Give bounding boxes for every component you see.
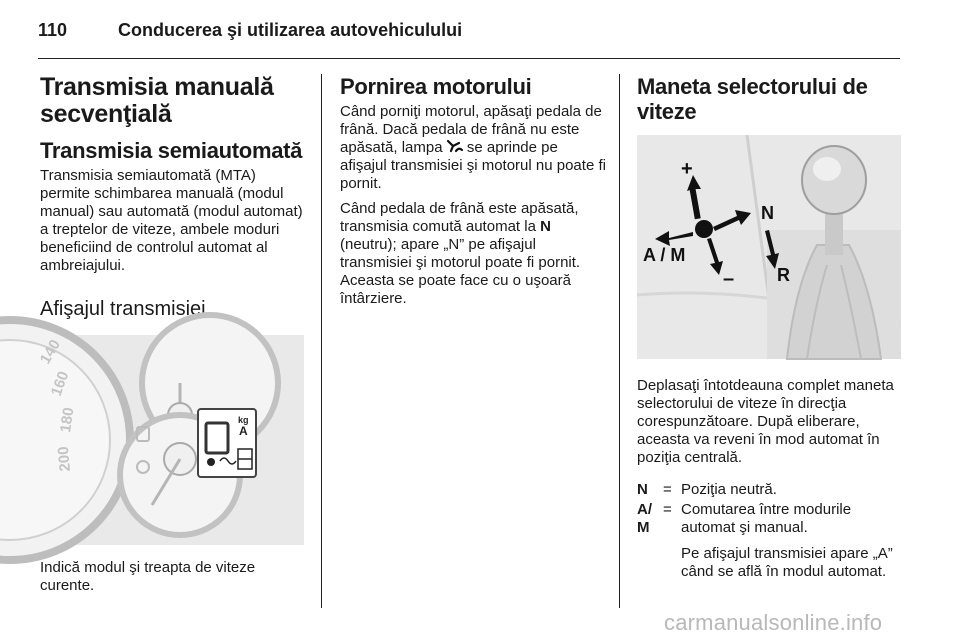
definition-equals: = <box>663 501 672 518</box>
starting-paragraph-1: Când porniţi motorul, apăsaţi pedala de frână. Dacă pedala de frână nu este apăsată, lampa se aprinde pe afişajul transmisiei şi motorul nu poate fi pornit. <box>340 103 606 192</box>
subtitle-semiautomatic: Transmisia semiautomată <box>40 138 303 163</box>
display-gear-label: A <box>239 424 248 438</box>
intro-paragraph: Transmisia semiautomată (MTA) permite schimbarea manuală (modul manual) sau automată (modul automat) a treptelor de viteze, ambele moduri beneficiind de controlul automat al ambreiajului. <box>40 167 303 274</box>
display-kg-label: kg <box>238 415 249 425</box>
svg-text:180: 180 <box>57 406 78 434</box>
section-title-display: Afişajul transmisiei <box>40 298 206 320</box>
definition-note: Pe afişajul transmisiei apare „A” când se află în modul automat. <box>681 545 893 580</box>
gear-lever-drawing <box>637 135 901 359</box>
diagram-label-n: N <box>761 203 774 223</box>
chapter-title: Conducerea şi utilizarea autovehiculului <box>118 20 463 40</box>
definition-term: A/ M <box>637 501 652 536</box>
instrument-cluster-drawing <box>36 335 304 545</box>
transmission-display-illustration <box>36 335 304 545</box>
definition-row-n <box>637 481 901 499</box>
display-caption: Indică modul şi treapta de viteze curente. <box>40 559 256 594</box>
neutral-symbol: N <box>540 218 551 235</box>
diagram-label-r: R <box>777 265 790 285</box>
brake-foot-icon <box>447 139 463 156</box>
column-divider-1 <box>321 74 322 608</box>
column-starting-engine <box>340 74 608 308</box>
diagram-label-minus: – <box>723 268 735 290</box>
definition-list <box>637 481 901 537</box>
definition-desc: Poziţia neutră. <box>681 481 777 498</box>
definition-term: N <box>637 481 648 498</box>
header-rule <box>38 58 900 59</box>
diagram-label-am: A / M <box>643 245 686 265</box>
section-title-selector: Maneta selectorului de viteze <box>637 74 868 124</box>
svg-text:160: 160 <box>47 369 73 399</box>
watermark: carmanualsonline.info <box>664 610 883 635</box>
definition-row-am <box>637 501 901 537</box>
diagram-label-plus: + <box>681 158 693 180</box>
column-transmission <box>36 73 306 595</box>
gear-selector-illustration <box>637 135 901 359</box>
section-title-starting: Pornirea motorului <box>340 74 532 99</box>
definition-equals: = <box>663 481 672 498</box>
selector-description: Deplasaţi întotdeauna complet maneta selectorului de viteze în direcţia corespunzătoare. După eliberare, aceasta va reveni în mod automat în poziţia centrală. <box>637 377 894 466</box>
page-header <box>38 14 900 52</box>
definition-desc: Comutarea între modurile automat şi manual. <box>681 501 852 536</box>
svg-text:200: 200 <box>54 445 74 473</box>
column-divider-2 <box>619 74 620 608</box>
page-number: 110 <box>38 20 68 40</box>
column-gear-selector <box>637 74 901 581</box>
starting-paragraph-2: Când pedala de frână este apăsată, transmisia comută automat la N (neutru); apare „N” pe afişajul transmisiei şi motorul poate fi pornit. Aceasta se poate face cu o uşoară întârziere. <box>340 200 581 307</box>
section-title-sequential: Transmisia manuală secvenţială <box>40 73 274 128</box>
svg-text:140: 140 <box>36 336 64 367</box>
